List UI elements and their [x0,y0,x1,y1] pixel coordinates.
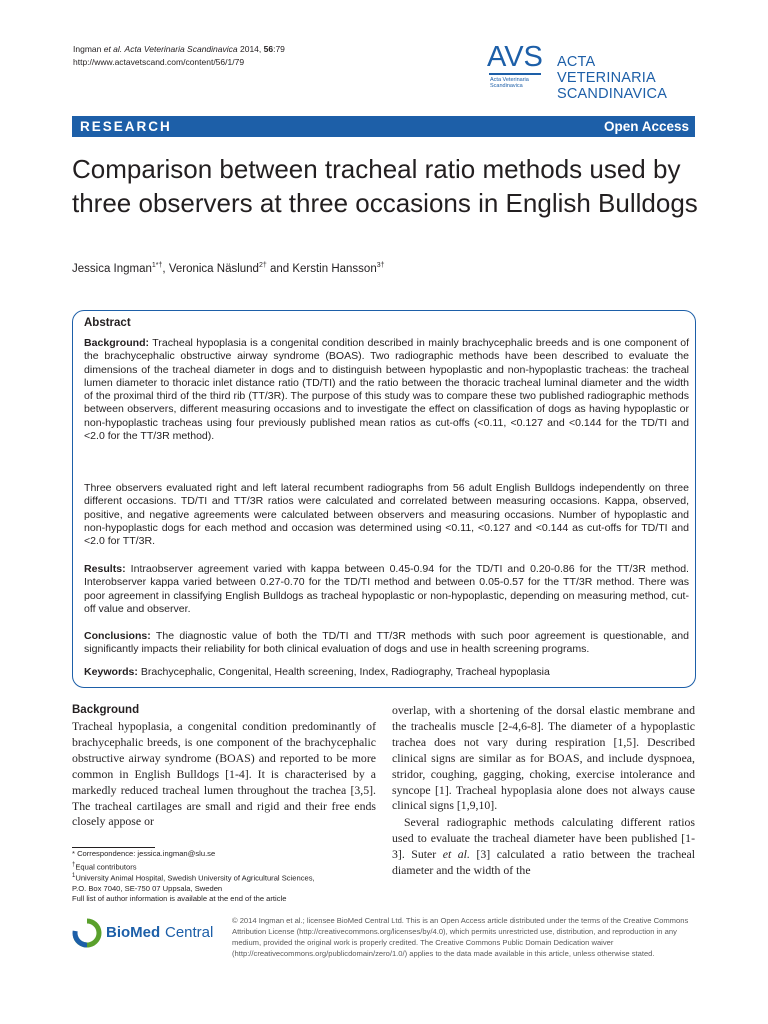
author-name: Jessica Ingman [72,262,152,275]
abstract-background-methods: Three observers evaluated right and left lateral recumbent radiographs from 56 adult English Bulldogs independently on three different occasions. TD/TI and TT/3R ratios were calculated and correlated between measuring occasions. Kappa, observed, positive, and negative agreements were calculated between observers and measuring occasions. Number of hypoplastic and non-hypoplastic dogs for each method and occasion was determined using <0.11, <0.127 and <0.144 as cut-offs for TD/TI and <2.0 for TT/3R. [84,482,689,548]
body-left-column: Tracheal hypoplasia, a congenital condition predominantly of brachycephalic breeds, is one component of the brachycephalic obstructive airway syndrome (BOAS) and reported to be more common in English Bulldogs [1-4]. It is characterised by a markedly reduced tracheal lumen throughout the trachea [3,5]. The tracheal cartilages are small and rigid and their free ends closely appose or [72,719,376,829]
article-type-label: RESEARCH [80,119,172,134]
open-access-label: Open Access [603,119,689,134]
footnote-full-list: Full list of author information is available at the end of the article [72,894,287,903]
logo-underline [489,73,541,75]
logo-journal-name: ACTA VETERINARIA SCANDINAVICA [557,54,668,102]
abstract-conclusions: Conclusions: The diagnostic value of both the TD/TI and TT/3R methods with such poor agreement is questionable, and significantly impacts their reliability for both clinical evaluation of dogs and use in health screening programs. [84,630,689,656]
footnote-correspondence: * Correspondence: jessica.ingman@slu.se [72,849,216,858]
publisher-name-bold: BioMed [106,924,161,941]
author-list: Jessica Ingman$^{1*\dagger}$, Veronica Näslund$^{2\dagger}$ and Kerstin Hansson$^{3\dagger}$ [72,262,385,275]
footnote-equal: †Equal contributors [72,862,137,872]
biomed-central-icon [72,918,102,948]
footnote-divider [72,847,155,848]
section-heading-background: Background [72,704,140,716]
publisher-logo [72,917,222,949]
abstract-heading: Abstract [84,317,131,329]
article-url[interactable]: http://www.actavetscand.com/content/56/1/79 [73,57,245,67]
citation-header [73,43,285,69]
body-right-column-p2: Several radiographic methods calculating different ratios used to evaluate the tracheal diameter have been published [1-3]. Suter et al. [3] calculated a ratio between the tracheal diameter and the width of the [392,815,696,877]
logo-abbr: AVS [487,41,543,73]
article-title: Comparison between tracheal ratio methods used by three observers at three occasions in English Bulldogs [72,154,698,218]
abstract-keywords: Keywords: Brachycephalic, Congenital, Health screening, Index, Radiography, Tracheal hypoplasia [84,666,550,678]
article-type-band [72,116,695,137]
citation-line: Ingman et al. Acta Veterinaria Scandinavica 2014, 56:79 [73,44,285,54]
license-statement: © 2014 Ingman et al.; licensee BioMed Central Ltd. This is an Open Access article distributed under the terms of the Creative Commons Attribution License (http://creativecommons.org/licenses/by/4.0), which permits unrestricted use, distribution, and reproduction in any medium, provided the original work is properly credited. The Creative Commons Public Domain Dedication waiver (http://creativecommons.org/publicdomain/zero/1.0/) applies to the data made available in this article, unless otherwise stated. [232,916,689,958]
author-name: Veronica Näslund [168,262,259,275]
publisher-name-light: Central [165,924,214,941]
logo-tiny-text: Acta Veterinaria Scandinavica [490,77,529,89]
author-name: Kerstin Hansson [292,262,377,275]
body-right-column-p1: overlap, with a shortening of the dorsal elastic membrane and the trachealis muscle [2-4,6-8]. The diameter of a hypoplastic trachea does not vary during respiration [1,5]. Described clinical signs are similar as for BOAS, and include dyspnoea, stridor, coughing, gagging, choking, exercise intolerance and syncope [1]. Tracheal hypoplasia alone does not always cause clinical signs [1,9,10]. [392,703,695,813]
abstract-background: Background: Tracheal hypoplasia is a congenital condition described in mainly brachycephalic breeds and is one component of the brachycephalic obstructive airway syndrome (BOAS). Two radiographic methods have been described to evaluate the dimensions of the tracheal diameter in dogs and to distinguish between hypoplastic and non-hypoplastic tracheas: the tracheal lumen diameter to thoracic inlet distance ratio (TD/TI) and the ratio between the thoracic tracheal luminal diameter and the width of the proximal third of the third rib (TT/3R). The purpose of this study was to compare these two published radiographic methods between observers, different measuring occasions and to investigate the effect on classification of dogs as having hypoplastic or non-hypoplastic tracheas using four previously published mean ratios as cut-offs (<0.11, <0.127 and <0.144 for the TD/TI and <2.0 for the TT/3R method). [84,337,689,443]
abstract-results: Results: Intraobserver agreement varied with kappa between 0.45-0.94 for the TD/TI and 0.20-0.86 for the TT/3R method. Interobserver kappa varied between 0.27-0.70 for the TD/TI method and between 0.05-0.57 for the TT/3R method. There was poor agreement in classifying English Bulldogs as tracheal hypoplastic or non-hypoplastic, depending on measuring method, cut-off value and observer. [84,563,689,615]
journal-logo [487,41,697,102]
footnote-affiliation: $^1$University Animal Hospital, Swedish University of Agricultural Sciences, P.O. Box 7040, SE-750 07 Uppsala, Sweden [72,873,315,894]
